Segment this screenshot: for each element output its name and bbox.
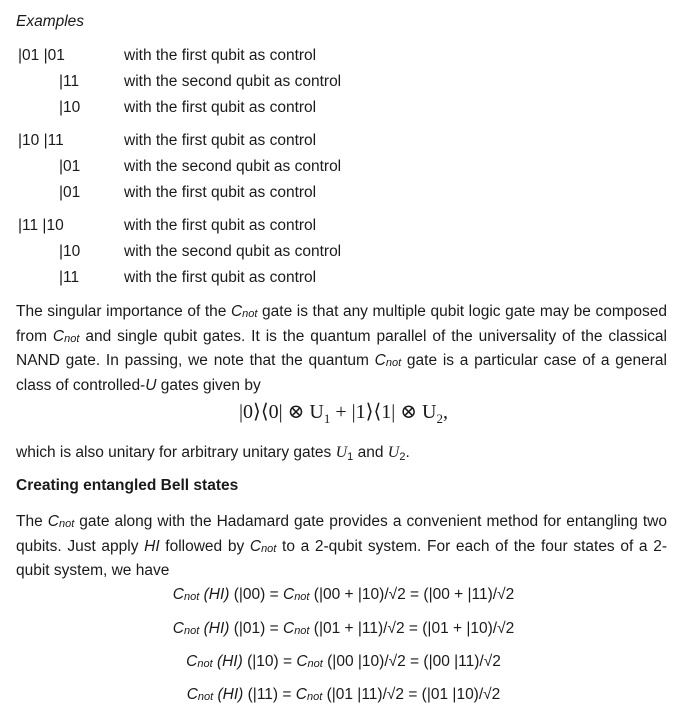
example-state: |10 [59,243,81,260]
equation-part: (|01) = [229,620,283,637]
example-state: |01 [59,184,81,201]
cnot-subscript: not [294,625,310,637]
cnot-subscript: not [307,658,323,670]
cnot-symbol: C [282,586,295,603]
cnot-symbol: C [230,303,243,320]
example-input: |10 |11 [18,132,64,149]
equation-part: (|00 |10)/√2 = (|00 |11)/√2 [322,653,501,670]
cnot-subscript: not [58,518,75,530]
text-run: and [353,444,388,461]
example-state: |11 [59,73,80,90]
formula-subscript: 2 [436,411,443,426]
example-desc: with the first qubit as control [124,132,317,149]
controlled-u-formula [0,399,687,427]
hi-symbol: (HI) [216,653,243,670]
cnot-symbol: C [47,513,59,530]
example-desc: with the first qubit as control [124,99,317,116]
u-subscript: 2 [399,451,406,463]
bell-equation [0,653,687,671]
paragraph-cnot-importance [16,301,667,396]
cnot-symbol: C [282,620,295,637]
cnot-subscript: not [385,357,402,369]
example-desc: with the first qubit as control [124,217,317,234]
example-state: |01 [59,158,81,175]
cnot-subscript: not [64,332,80,345]
paragraph-bell-method [16,511,667,582]
cnot-subscript: not [183,591,200,603]
example-desc: with the second qubit as control [124,73,342,90]
formula-part: |0⟩⟨0| ⊗ U [239,401,324,423]
equation-part: (|00 + |10)/√2 = (|00 + |11)/√2 [309,586,515,603]
example-desc: with the first qubit as control [124,269,317,286]
u-symbol: U [145,376,157,394]
text-run: The [16,513,48,530]
formula-subscript: 1 [323,411,331,426]
example-desc: with the second qubit as control [124,158,342,175]
example-desc: with the first qubit as control [124,184,317,201]
cnot-symbol: C [172,586,184,603]
cnot-symbol: C [296,653,308,670]
example-input: |11 |10 [18,217,64,234]
cnot-symbol: C [186,686,198,703]
cnot-symbol: C [374,352,386,369]
cnot-subscript: not [294,591,310,603]
u-subscript: 1 [347,451,354,463]
hi-symbol: (HI) [203,586,230,603]
hi-symbol: HI [144,537,160,555]
equation-part: (|01 + |11)/√2 = (|01 + |10)/√2 [309,620,515,637]
cnot-symbol: C [172,620,184,637]
example-input: |01 |01 [18,47,65,64]
cnot-subscript: not [261,542,277,555]
example-state: |10 [59,99,81,116]
text-run: gate is that any multiple qubit logic gate may be composed from [16,303,667,345]
cnot-symbol: C [249,537,262,555]
cnot-subscript: not [197,691,214,703]
section-heading: Creating entangled Bell states [16,477,239,494]
text-run: to a 2-qubit system. For each of the four states of a 2-qubit system, we have [16,537,667,579]
text-run: gates given by [156,376,261,394]
cnot-subscript: not [306,691,323,703]
text-run: and single qubit gates. It is the quantum parallel of the universality of the classical NAND gate. In passing, we note that the quantum [16,327,667,369]
bell-equation [0,586,687,604]
example-desc: with the second qubit as control [124,243,342,260]
paragraph-unitary [16,444,410,463]
examples-heading: Examples [16,13,85,30]
example-state: |11 [59,269,80,286]
cnot-subscript: not [197,658,213,670]
text-run: followed by [159,537,250,555]
cnot-symbol: C [295,686,307,703]
u-symbol: U [387,444,400,461]
equation-part: (|11) = [243,686,296,703]
text-run: which is also unitary for arbitrary unitary gates [16,444,336,461]
equation-part: (|01 |11)/√2 = (|01 |10)/√2 [322,686,501,703]
formula-part: , [442,401,448,423]
text-run: gate is a particular case of a general class of controlled- [16,352,667,394]
hi-symbol: (HI) [217,686,244,703]
example-desc: with the first qubit as control [124,47,317,64]
bell-equation [0,620,687,638]
text-run: The singular importance of the [16,303,231,320]
cnot-subscript: not [242,308,258,320]
hi-symbol: (HI) [203,620,230,637]
cnot-symbol: C [186,653,198,670]
formula-part: + |1⟩⟨1| ⊗ U [330,401,437,423]
bell-equation [0,686,687,704]
equation-part: (|10) = [242,653,297,670]
equation-part: (|00) = [229,586,283,603]
text-run: . [405,444,410,461]
u-symbol: U [335,444,348,461]
text-run: gate along with the Hadamard gate provides a convenient method for entangling two qubits. Just apply [16,513,667,555]
cnot-symbol: C [52,327,65,345]
cnot-subscript: not [183,625,200,637]
